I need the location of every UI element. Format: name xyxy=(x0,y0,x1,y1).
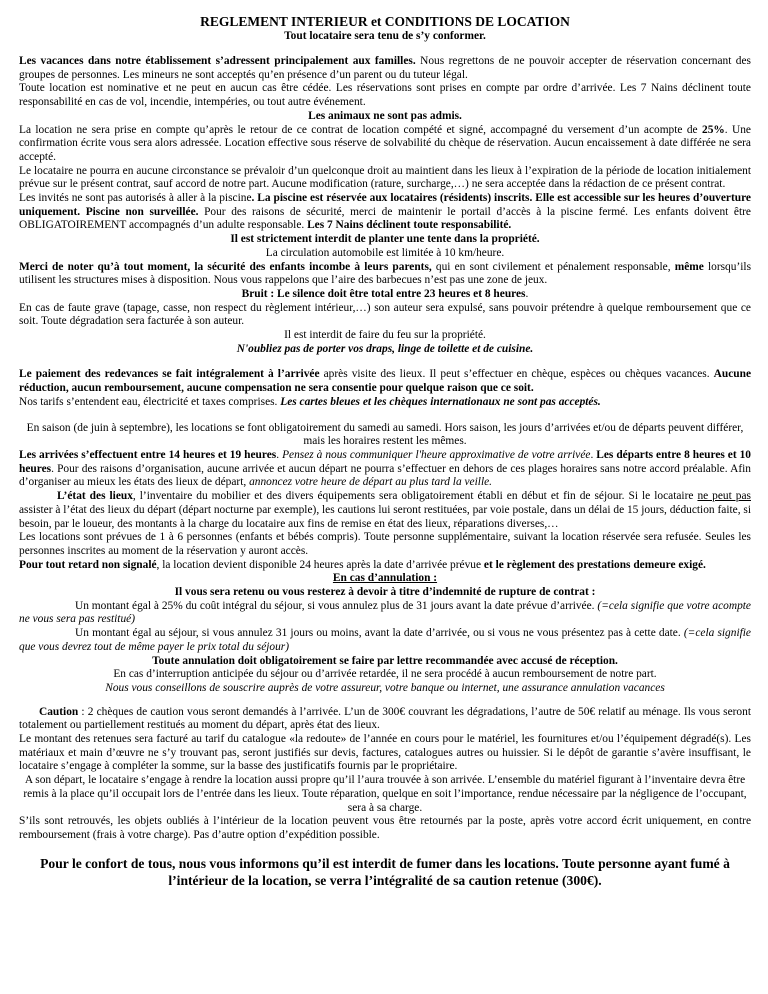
line-assurance: Nous vous conseillons de souscrire auprès de votre assureur, votre banque ou internet, une assurance annulation vacances xyxy=(105,681,665,694)
document-title: REGLEMENT INTERIEUR et CONDITIONS DE LOCATION xyxy=(200,14,570,29)
line-lettre-recommandee: Toute annulation doit obligatoirement se faire par lettre recommandée avec accusé de réception. xyxy=(152,654,618,667)
text-bold: Les vacances dans notre établissement s’adressent principalement aux familles. xyxy=(19,55,416,67)
paragraph-maintien: Le locataire ne pourra en aucune circonstance se prévaloir d’un quelconque droit au maintient dans les lieux à l’expiration de la période de location initialement prévue sur le présent contrat, sauf accord de notre part. Aucune modification (rature, surcharge,…) ne sera acceptée dans la rédaction de ce présent contrat. xyxy=(19,164,751,191)
text-italic: annoncez votre heure de départ au plus tard la veille. xyxy=(249,476,493,489)
text: qui en sont civilement et pénalement responsable, xyxy=(431,260,675,273)
text: après visite des lieux. Il peut s’effectuer en chèque, espèces ou chèques vacances. xyxy=(319,368,714,381)
text-bold: La piscine est réservée aux locataires (résidents) inscrits. Elle est accessible sur les heures d’ouverture uniquement. Piscine non surveillée. xyxy=(19,192,751,218)
text: Un montant égal à 25% du coût intégral du séjour, si vous annulez plus de 31 jours avant la date prévue d’arrivée. xyxy=(75,599,598,612)
text-bold: Caution xyxy=(39,705,79,718)
text: . xyxy=(276,448,283,461)
text-italic: (=cela signifie que vous devrez tout de même payer le prix total du séjour) xyxy=(19,627,751,653)
text-bold: même xyxy=(674,260,704,273)
line-indemnite: Il vous sera retenu ou vous resterez à devoir à titre d’indemnité de rupture de contrat : xyxy=(174,586,596,599)
text: . Une confirmation écrite vous sera alors adressée. Location effective sous réserve de solvabilité du chèque de réservation. Aucun encaissement à date différée ne sera accepté. xyxy=(19,123,751,163)
paragraph-familles xyxy=(19,55,751,82)
document-subtitle: Tout locataire sera tenu de s’y conformer. xyxy=(284,30,486,42)
heading-annulation: En cas d’annulation : xyxy=(332,572,438,585)
paragraph-annulation-31-plus xyxy=(19,600,751,627)
paragraph-faute-grave: En cas de faute grave (tapage, casse, non respect du règlement intérieur,…) son auteur sera expulsé, sans pouvoir prétendre à quelque remboursement que ce soit. Toute dégradation sera facturée à son auteur. xyxy=(19,301,751,328)
text: . Pour des raisons d’organisation, aucune arrivée et aucun départ ne pourra s’effectuer en dehors de ces plages horaires sans notre accord préalable. Afin d’organiser au mieux les états des lieux de départ, xyxy=(19,462,751,489)
text: Nos tarifs s’entendent eau, électricité et taxes comprises. xyxy=(19,395,281,408)
paragraph-paiement xyxy=(19,368,751,395)
text: lorsqu’ils utilisent les structures mises à disposition. Nous vous rappelons que l’aire des barbecues n’est pas une zone de jeux. xyxy=(19,260,751,287)
text-bold: Les départs entre 8 heures et 10 heures xyxy=(19,448,752,475)
line-tente: Il est strictement interdit de planter une tente dans la propriété. xyxy=(230,233,540,246)
line-circulation: La circulation automobile est limitée à 10 km/heure. xyxy=(265,246,505,259)
paragraph-acompte xyxy=(19,124,751,165)
text: assister à l’état des lieux du départ (départ nocturne par exemple), les cautions lui seront restituées, par voie postale, dans un délai de 15 jours, déduction faite, si besoin, par le loueur, des montants à la charge du locataire aux fins de remise en état des lieux, réparations diverses,… xyxy=(19,503,751,530)
text: . xyxy=(590,448,597,461)
text-italic: (=cela signifie que votre acompte ne vous sera pas restitué) xyxy=(19,599,751,626)
text-italic: Pensez à nous communiquer l'heure approximative de votre arrivée xyxy=(282,448,591,461)
paragraph-saison: En saison (de juin à septembre), les locations se font obligatoirement du samedi au samedi. Hors saison, les jours d’arrivées et/ou de départs peuvent différer, mais les horaires restent les mêmes. xyxy=(26,421,744,448)
text: Nous regrettons de ne pouvoir accepter de réservation concernant des groupes de personnes. Les mineurs ne sont acceptés qu’en présence d’un parent ou du tuteur légal. xyxy=(19,55,751,81)
text-underline: ne peut pas xyxy=(697,490,751,503)
text: La location ne sera prise en compte qu’après le retour de ce contrat de location compété et signé, accompagné du versement d’un acompte de xyxy=(19,123,702,136)
paragraph-objets-oublies: S’ils sont retrouvés, les objets oubliés à l’intérieur de la location peuvent vous être retournés par la poste, après votre accord écrit uniquement, en contre remboursement (frais à votre charge). Pas d’autre option d’expédition possible. xyxy=(19,815,751,841)
line-bruit xyxy=(19,288,751,302)
line-draps: N'oubliez pas de porter vos draps, linge de toilette et de cuisine. xyxy=(236,342,534,355)
text-bold: Bruit : Le silence doit être total entre 23 heures et 8 heures xyxy=(241,287,526,300)
paragraph-annulation-31-moins xyxy=(19,627,751,654)
text-bold: et le règlement des prestations demeure exigé. xyxy=(483,558,706,571)
text-bold: Les arrivées s’effectuent entre 14 heures et 19 heures xyxy=(19,448,277,461)
text-bold: Aucune réduction, aucun remboursement, aucune compensation ne sera consentie pour quelque raison que ce soit. xyxy=(19,368,751,395)
paragraph-etat-des-lieux xyxy=(19,490,751,531)
text-bold: Les 7 Nains déclinent toute responsabilité. xyxy=(307,219,512,232)
paragraph-retard xyxy=(19,559,751,573)
paragraph-proprete: A son départ, le locataire s’engage à rendre la location aussi propre qu’il l’aura trouvée à son arrivée. L’ensemble du matériel figurant à l’inventaire devra être remis à la place qu’il occupait lors de l’entrée dans les lieux. Toute réparation, quelque en soit l’importance, rendue nécessaire par la négligence de l’occupant, sera à sa charge. xyxy=(23,774,747,814)
text-bold: . xyxy=(251,192,255,205)
text-bold: Pour tout retard non signalé xyxy=(19,558,157,571)
text-bold-italic: Les cartes bleues et les chèques internationaux ne sont pas acceptés. xyxy=(280,395,601,408)
paragraph-tarifs xyxy=(19,396,751,410)
text: . xyxy=(525,287,529,300)
paragraph-personnes: Les locations sont prévues de 1 à 6 personnes (enfants et bébés compris). Toute personne supplémentaire, suivant la location réservée sera refusée. Seules les personnes inscrites au moment de la réservation y auront accès. xyxy=(19,531,751,557)
paragraph-securite-enfants xyxy=(19,261,751,288)
line-interruption: En cas d’interruption anticipée du séjour ou d’arrivée retardée, il ne sera procédé à aucun remboursement de notre part. xyxy=(113,668,657,681)
text: Pour des raisons de sécurité, merci de maintenir le portail d’accès à la piscine fermé. Les enfants doivent être OBLIGATOIREMENT accompagnés d’un adulte responsable. xyxy=(19,205,751,232)
text: : 2 chèques de caution vous seront demandés à l’arrivée. L’un de 300€ couvrant les dégradations, l’autre de 50€ relatif au ménage. Ils vous seront totalement ou partiellement restitués au moment du départ, après état des lieux. xyxy=(19,705,751,732)
text: , l’inventaire du mobilier et des divers équipements sera obligatoirement établi en début et fin de séjour. Si le locataire xyxy=(132,490,698,503)
line-animaux: Les animaux ne sont pas admis. xyxy=(308,109,462,122)
text-bold: L’état des lieux xyxy=(57,490,133,503)
text: Un montant égal au séjour, si vous annulez 31 jours ou moins, avant la date d’arrivée, ou si vous ne vous présentez pas à cette date. xyxy=(75,627,684,640)
text: Les invités ne sont pas autorisés à aller à la piscine xyxy=(19,192,252,205)
paragraph-piscine xyxy=(19,192,751,233)
paragraph-nominative: Toute location est nominative et ne peut en aucun cas être cédée. Les réservations sont prises en compte par ordre d’arrivée. Les 7 Nains déclinent toute responsabilité en cas de vol, incendie, intempéries, ou tout autre événement. xyxy=(19,82,751,109)
text-bold: 25% xyxy=(702,123,725,136)
text-bold: Merci de noter qu’à tout moment, la sécurité des enfants incombe à leurs parents, xyxy=(19,260,432,273)
paragraph-interdiction-fumer: Pour le confort de tous, nous vous informons qu’il est interdit de fumer dans les locations. Toute personne ayant fumé à l’intérieur de la location, se verra l’intégralité de sa caution retenue (300€). xyxy=(40,855,730,888)
text-bold: Le paiement des redevances se fait intégralement à l’arrivée xyxy=(19,368,320,381)
paragraph-arrivees xyxy=(19,449,751,490)
paragraph-caution xyxy=(19,706,751,733)
text: , la location devient disponible 24 heures après la date d’arrivée prévue xyxy=(156,558,484,571)
line-feu: Il est interdit de faire du feu sur la propriété. xyxy=(284,329,486,342)
paragraph-retenues: Le montant des retenues sera facturé au tarif du catalogue «la redoute» de l’année en cours pour le matériel, les fournitures et/ou l’équipement dégradé(s). Les matériaux et main d’œuvre ne s’y trouvant pas, seront justifiés sur devis, factures, catalogues autres ou huissier. Si le dépôt de garantie s’avère insuffisant, le locataire s’engage à compléter la somme, sur la basse des justificatifs fournis par le propriétaire. xyxy=(19,733,751,773)
